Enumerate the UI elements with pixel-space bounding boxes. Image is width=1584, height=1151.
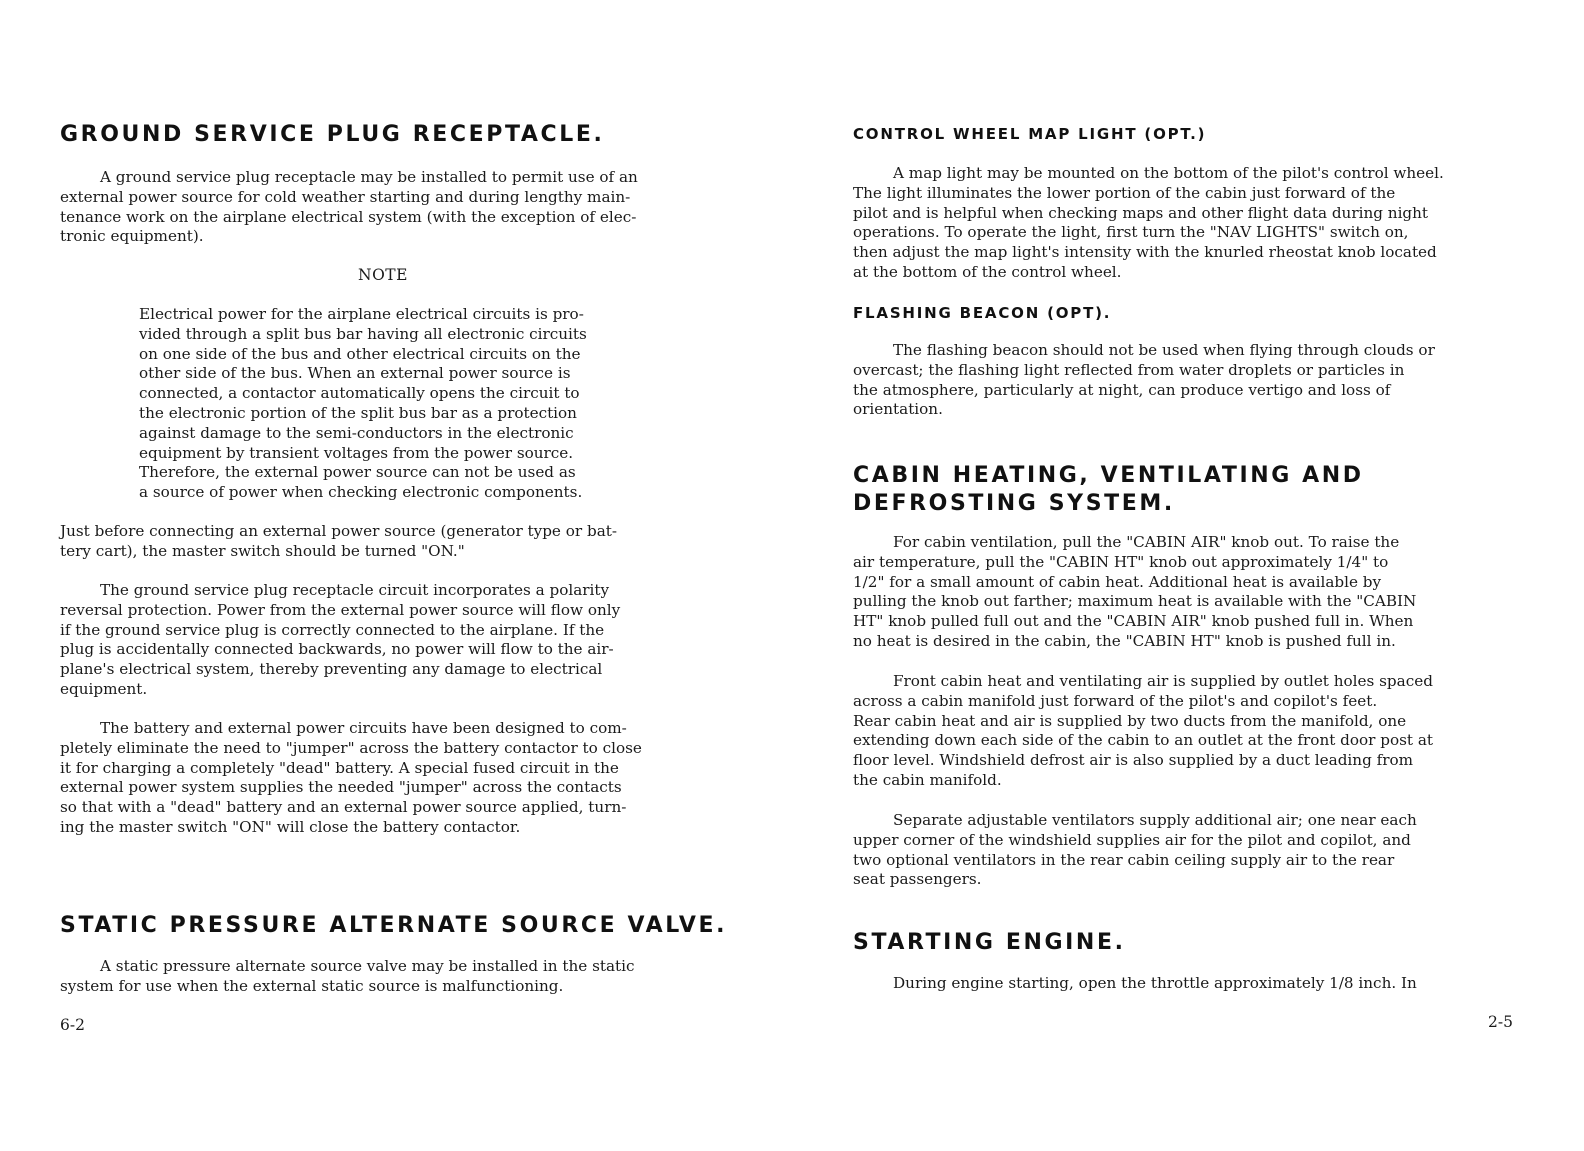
text-line: orientation.: [853, 400, 943, 419]
note-body: [139, 305, 587, 503]
ventilators-paragraph: [853, 811, 1417, 890]
text-line: connected, a contactor automatically opens the circuit to: [139, 384, 580, 403]
starting-engine-heading: STARTING ENGINE.: [853, 930, 1126, 955]
starting-engine-paragraph: [853, 974, 1417, 994]
text-line: the electronic portion of the split bus bar as a protection: [139, 403, 577, 422]
text-line: overcast; the flashing light reflected from water droplets or particles in: [853, 360, 1405, 379]
text-line: system for use when the external static source is malfunctioning.: [60, 976, 564, 995]
text-line: other side of the bus. When an external power source is: [139, 364, 571, 383]
text-line: The battery and external power circuits have been designed to com-: [100, 719, 627, 737]
text-line: 1/2" for a small amount of cabin heat. Additional heat is available by: [853, 572, 1382, 591]
text-line: pletely eliminate the need to "jumper" across the battery contactor to close: [60, 738, 642, 757]
text-line: equipment by transient voltages from the power source.: [139, 443, 574, 462]
text-line: floor level. Windshield defrost air is also supplied by a duct leading from: [853, 751, 1414, 770]
text-line: the atmosphere, particularly at night, can produce vertigo and loss of: [853, 380, 1391, 399]
text-line: Rear cabin heat and air is supplied by two ducts from the manifold, one: [853, 711, 1407, 730]
text-line: equipment.: [60, 679, 148, 698]
cabin-front-heat-paragraph: [853, 672, 1433, 791]
cabin-heading-line-2: DEFROSTING SYSTEM.: [853, 491, 1175, 516]
page-number: 2-5: [1488, 1013, 1513, 1031]
note-label: NOTE: [358, 266, 408, 284]
text-line: tronic equipment).: [60, 227, 204, 246]
text-line: The ground service plug receptacle circuit incorporates a polarity: [100, 581, 610, 599]
cabin-heading-line-1: CABIN HEATING, VENTILATING AND: [853, 463, 1364, 488]
text-line: upper corner of the windshield supplies air for the pilot and copilot, and: [853, 830, 1411, 849]
text-line: ing the master switch "ON" will close the battery contactor.: [60, 817, 521, 836]
text-line: tenance work on the airplane electrical system (with the exception of elec-: [60, 207, 637, 226]
text-line: operations. To operate the light, first turn the "NAV LIGHTS" switch on,: [853, 223, 1409, 242]
text-line: external power system supplies the needed "jumper" across the contacts: [60, 778, 622, 797]
text-line: Therefore, the external power source can not be used as: [139, 463, 576, 482]
page-number: 6-2: [60, 1016, 85, 1034]
text-line: Electrical power for the airplane electrical circuits is pro-: [139, 305, 584, 323]
text-line: pilot and is helpful when checking maps and other flight data during night: [853, 203, 1429, 222]
text-line: Separate adjustable ventilators supply additional air; one near each: [893, 811, 1417, 829]
text-line: it for charging a completely "dead" battery. A special fused circuit in the: [60, 758, 619, 777]
map-light-heading: CONTROL WHEEL MAP LIGHT (OPT.): [853, 125, 1207, 143]
ground-service-heading: GROUND SERVICE PLUG RECEPTACLE.: [60, 122, 605, 147]
text-line: plane's electrical system, thereby preventing any damage to electrical: [60, 660, 603, 679]
beacon-paragraph: [853, 341, 1435, 420]
text-line: plug is accidentally connected backwards, no power will flow to the air-: [60, 640, 614, 659]
text-line: A map light may be mounted on the bottom of the pilot's control wheel.: [893, 164, 1444, 182]
battery-paragraph: [60, 719, 642, 838]
text-line: tery cart), the master switch should be turned "ON.": [60, 541, 465, 560]
text-line: across a cabin manifold just forward of the pilot's and copilot's feet.: [853, 691, 1378, 710]
text-line: on one side of the bus and other electrical circuits on the: [139, 344, 581, 363]
text-line: pulling the knob out farther; maximum heat is available with the "CABIN: [853, 592, 1417, 611]
beacon-heading: FLASHING BEACON (OPT).: [853, 304, 1112, 322]
text-line: During engine starting, open the throttle approximately 1/8 inch. In: [893, 974, 1417, 992]
text-line: air temperature, pull the "CABIN HT" knob out approximately 1/4" to: [853, 552, 1389, 571]
text-line: Front cabin heat and ventilating air is supplied by outlet holes spaced: [893, 672, 1433, 690]
cabin-ventilation-paragraph: [853, 533, 1416, 652]
text-line: a source of power when checking electronic components.: [139, 483, 583, 502]
text-line: two optional ventilators in the rear cabin ceiling supply air to the rear: [853, 850, 1395, 869]
text-line: external power source for cold weather starting and during lengthy main-: [60, 187, 631, 206]
text-line: For cabin ventilation, pull the "CABIN AIR" knob out. To raise the: [893, 533, 1400, 551]
text-line: at the bottom of the control wheel.: [853, 262, 1122, 281]
text-line: no heat is desired in the cabin, the "CABIN HT" knob is pushed full in.: [853, 631, 1396, 650]
text-line: vided through a split bus bar having all electronic circuits: [139, 324, 587, 343]
text-line: A static pressure alternate source valve may be installed in the static: [100, 957, 635, 975]
text-line: against damage to the semi-conductors in the electronic: [139, 423, 574, 442]
map-light-paragraph: [853, 164, 1444, 283]
polarity-paragraph: [60, 581, 620, 700]
text-line: Just before connecting an external power source (generator type or bat-: [60, 522, 617, 540]
text-line: so that with a "dead" battery and an external power source applied, turn-: [60, 798, 627, 817]
text-line: then adjust the map light's intensity with the knurled rheostat knob located: [853, 243, 1437, 262]
static-pressure-heading: STATIC PRESSURE ALTERNATE SOURCE VALVE.: [60, 913, 728, 938]
text-line: A ground service plug receptacle may be installed to permit use of an: [100, 168, 638, 186]
text-line: seat passengers.: [853, 870, 982, 889]
text-line: the cabin manifold.: [853, 770, 1002, 789]
text-line: HT" knob pulled full out and the "CABIN AIR" knob pushed full in. When: [853, 612, 1414, 631]
connect-paragraph: [60, 522, 617, 562]
text-line: if the ground service plug is correctly connected to the airplane. If the: [60, 620, 605, 639]
static-pressure-paragraph: [60, 957, 635, 997]
ground-service-intro: [60, 168, 638, 247]
text-line: extending down each side of the cabin to an outlet at the front door post at: [853, 731, 1434, 750]
text-line: The flashing beacon should not be used when flying through clouds or: [893, 341, 1435, 359]
text-line: The light illuminates the lower portion of the cabin just forward of the: [853, 183, 1396, 202]
text-line: reversal protection. Power from the external power source will flow only: [60, 600, 621, 619]
